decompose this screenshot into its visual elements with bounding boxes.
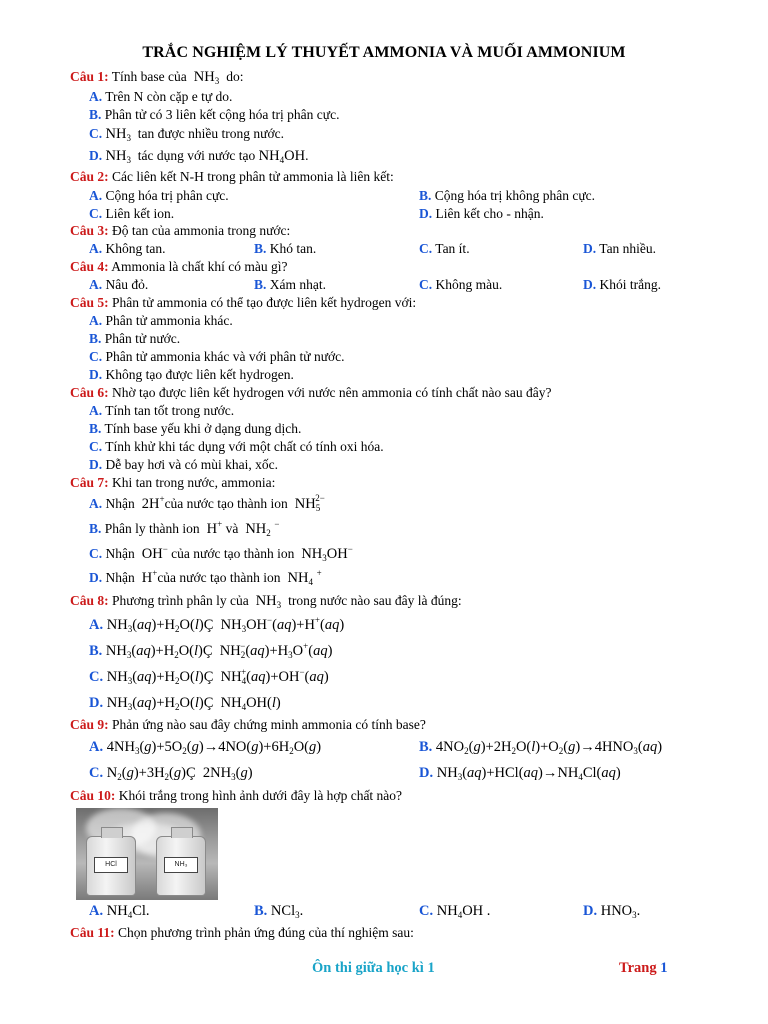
question-label: Câu 1: — [70, 69, 109, 84]
q9-option-d[interactable]: D. $NH_3(aq)+HCl(aq)\to NH_4Cl(aq)$ — [419, 765, 621, 782]
q6-option-c[interactable]: C. Tính khử khi tác dụng với một chất có tính oxi hóa. — [89, 439, 384, 454]
q4-option-a[interactable]: A. Nâu đỏ. — [89, 277, 149, 292]
question-7: Câu 7: Khi tan trong nước, ammonia: — [70, 475, 276, 490]
q4-option-b[interactable]: B. Xám nhạt. — [254, 277, 327, 292]
q9-option-c[interactable]: C. $N_2(g)+3H_2(g)Ç$ $2NH_3(g)$ — [89, 765, 253, 782]
q3-option-b[interactable]: B. Khó tan. — [254, 241, 317, 256]
q7-option-b[interactable]: B. Phân ly thành ion H+ và $NH_2$ − — [89, 519, 280, 538]
q5-option-c[interactable]: C. Phân tử ammonia khác và với phân tử nước. — [89, 349, 345, 364]
q2-option-a[interactable]: A. Cộng hóa trị phân cực. — [89, 188, 229, 203]
q1-option-a[interactable]: A. Trên N còn cặp e tự do. — [89, 89, 233, 104]
footer-exam-name: Ôn thi giữa học kì 1 — [312, 960, 435, 976]
hcl-bottle: HCl — [86, 836, 136, 896]
question-11: Câu 11: Chọn phương trình phản ứng đúng của thí nghiệm sau: — [70, 925, 414, 940]
q2-option-c[interactable]: C. Liên kết ion. — [89, 206, 175, 221]
nh3-bottle: NH₃ — [156, 836, 206, 896]
q7-option-c[interactable]: C. Nhận OH− của nước tạo thành ion $NH_3OH^-$ — [89, 544, 353, 563]
q10-option-d[interactable]: D. $HNO_3$. — [583, 903, 641, 920]
q1-option-c[interactable]: C. $NH_3$ tan được nhiều trong nước. — [89, 126, 284, 143]
q5-option-d[interactable]: D. Không tạo được liên kết hydrogen. — [89, 367, 294, 382]
q1-option-d[interactable]: D. $NH_3$ tác dụng với nước tạo $NH_4OH$. — [89, 148, 309, 165]
footer-page-number: Trang 1 — [619, 960, 668, 976]
q1-option-b[interactable]: B. Phân tử có 3 liên kết cộng hóa trị phân cực. — [89, 107, 340, 122]
q10-option-a[interactable]: A. $NH_4Cl$. — [89, 903, 150, 920]
q7-option-d[interactable]: D. Nhận H+của nước tạo thành ion $NH_4$ + — [89, 568, 322, 587]
q4-option-d[interactable]: D. Khói trắng. — [583, 277, 661, 292]
q3-option-c[interactable]: C. Tan ít. — [419, 241, 470, 256]
q8-option-c[interactable]: C. $NH_3(aq)+H_2O(l)Ç$ $NH_4^+(aq)+OH^-(aq)$ — [89, 667, 329, 686]
q9-option-b[interactable]: B. $4NO_2(g)+2H_2O(l)+O_2(g)\to 4HNO_3(aq)$ — [419, 739, 663, 756]
question-2: Câu 2: Các liên kết N-H trong phân tử ammonia là liên kết: — [70, 169, 394, 184]
page-title: TRẮC NGHIỆM LÝ THUYẾT AMMONIA VÀ MUỐI AMMONIUM — [142, 44, 626, 61]
question-5: Câu 5: Phân tử ammonia có thể tạo được liên kết hydrogen với: — [70, 295, 417, 310]
q8-option-a[interactable]: A. $NH_3(aq)+H_2O(l)Ç$ $NH_3OH^-(aq)+H^+(aq)$ — [89, 615, 345, 634]
q4-option-c[interactable]: C. Không màu. — [419, 277, 503, 292]
question-4: Câu 4: Ammonia là chất khí có màu gì? — [70, 259, 288, 274]
q8-option-b[interactable]: B. $NH_3(aq)+H_2O(l)Ç$ $NH_2^-(aq)+H_3O^+(aq)$ — [89, 641, 333, 660]
q3-option-a[interactable]: A. Không tan. — [89, 241, 166, 256]
hcl-nh3-smoke-photo — [76, 808, 218, 900]
q6-option-d[interactable]: D. Dễ bay hơi và có mùi khai, xốc. — [89, 457, 278, 472]
question-6: Câu 6: Nhờ tạo được liên kết hydrogen với nước nên ammonia có tính chất nào sau đây? — [70, 385, 552, 400]
q7-option-a[interactable]: A. Nhận 2H+của nước tạo thành ion $NH_5^{2-}$ — [89, 493, 325, 513]
q5-option-b[interactable]: B. Phân tử nước. — [89, 331, 181, 346]
q3-option-d[interactable]: D. Tan nhiều. — [583, 241, 657, 256]
q6-option-b[interactable]: B. Tính base yếu khi ở dạng dung dịch. — [89, 421, 302, 436]
question-9: Câu 9: Phản ứng nào sau đây chứng minh ammonia có tính base? — [70, 717, 426, 732]
question-1: Câu 1: Tính base của $NH_3$ do: — [70, 69, 244, 86]
q10-option-c[interactable]: C. $NH_4OH$ . — [419, 903, 491, 920]
q10-option-b[interactable]: B. NCl$_3$. — [254, 903, 304, 920]
q2-option-b[interactable]: B. Cộng hóa trị không phân cực. — [419, 188, 596, 203]
question-3: Câu 3: Độ tan của ammonia trong nước: — [70, 223, 291, 238]
question-8: Câu 8: Phương trình phân ly của $NH_3$ trong nước nào sau đây là đúng: — [70, 593, 462, 610]
q8-option-d[interactable]: D. $NH_3(aq)+H_2O(l)Ç$ $NH_4OH(l)$ — [89, 695, 281, 712]
q9-option-a[interactable]: A. $4NH_3(g)+5O_2(g)\to 4NO(g)+6H_2O(g)$ — [89, 739, 322, 756]
q6-option-a[interactable]: A. Tính tan tốt trong nước. — [89, 403, 235, 418]
q2-option-d[interactable]: D. Liên kết cho - nhận. — [419, 206, 544, 221]
question-10: Câu 10: Khói trắng trong hình ảnh dưới đây là hợp chất nào? — [70, 788, 403, 803]
q5-option-a[interactable]: A. Phân tử ammonia khác. — [89, 313, 233, 328]
